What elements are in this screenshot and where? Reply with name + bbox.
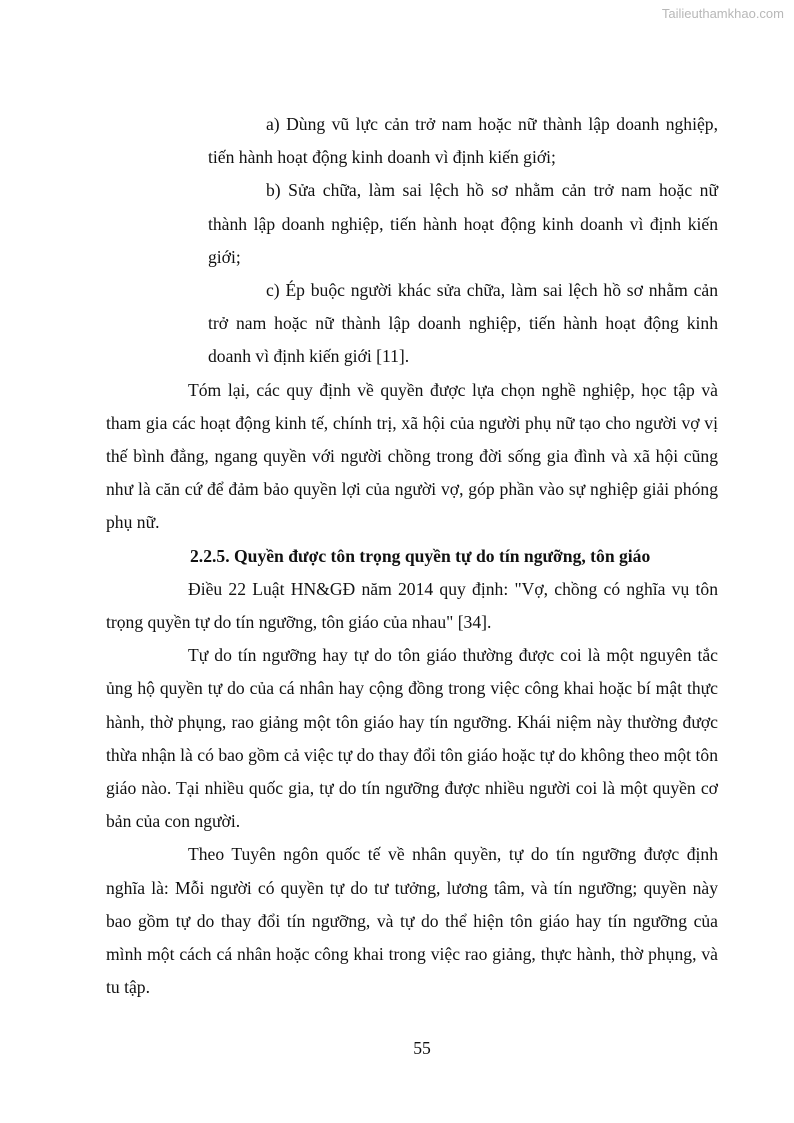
page-number: 55 xyxy=(413,1038,431,1058)
section-paragraph-1: Điều 22 Luật HN&GĐ năm 2014 quy định: "Vợ, chồng có nghĩa vụ tôn trọng quyền tự do tín ngưỡng, tôn giáo của nhau" [34]. xyxy=(106,578,718,633)
section-paragraph-2: Tự do tín ngưỡng hay tự do tôn giáo thường được coi là một nguyên tắc ủng hộ quyền tự do của cá nhân hay cộng đồng trong việc công khai hoặc bí mật thực hành, thờ phụng, rao giảng một tôn giáo hay tín ngưỡng. Khái niệm này thường được thừa nhận là có bao gồm cả việc tự do thay đổi tôn giáo hoặc tự do không theo một tôn giáo nào. Tại nhiều quốc gia, tự do tín ngưỡng được nhiều người coi là một quyền cơ bản của con người. xyxy=(106,645,718,832)
summary-paragraph: Tóm lại, các quy định về quyền được lựa chọn nghề nghiệp, học tập và tham gia các hoạt động kinh tế, chính trị, xã hội của người phụ nữ tạo cho người vợ vị thế bình đẳng, ngang quyền với người chồng trong đời sống gia đình và xã hội cũng như là căn cứ để đảm bảo quyền lợi của người vợ, góp phần vào sự nghiệp giải phóng phụ nữ. xyxy=(106,379,718,533)
document-body xyxy=(106,108,718,1004)
list-item-b: b) Sửa chữa, làm sai lệch hồ sơ nhằm cản trở nam hoặc nữ thành lập doanh nghiệp, tiến hành hoạt động kinh doanh vì định kiến giới; xyxy=(208,180,718,267)
watermark: Tailieuthamkhao.com xyxy=(661,6,784,21)
list-item-c: c) Ép buộc người khác sửa chữa, làm sai lệch hồ sơ nhằm cản trở nam hoặc nữ thành lập doanh nghiệp, tiến hành hoạt động kinh doanh vì định kiến giới [11]. xyxy=(208,280,718,367)
section-heading: 2.2.5. Quyền được tôn trọng quyền tự do tín ngưỡng, tôn giáo xyxy=(190,545,651,566)
section-paragraph-3: Theo Tuyên ngôn quốc tế về nhân quyền, tự do tín ngưỡng được định nghĩa là: Mỗi người có quyền tự do tư tưởng, lương tâm, và tín ngưỡng; quyền này bao gồm tự do thay đổi tín ngưỡng, và tự do thể hiện tôn giáo hay tín ngưỡng của mình một cách cá nhân hoặc công khai trong việc rao giảng, thực hành, thờ phụng, và tu tập. xyxy=(106,844,718,998)
list-item-a: a) Dùng vũ lực cản trở nam hoặc nữ thành lập doanh nghiệp, tiến hành hoạt động kinh doanh vì định kiến giới; xyxy=(208,114,718,168)
prohibited-acts-list xyxy=(208,108,718,374)
